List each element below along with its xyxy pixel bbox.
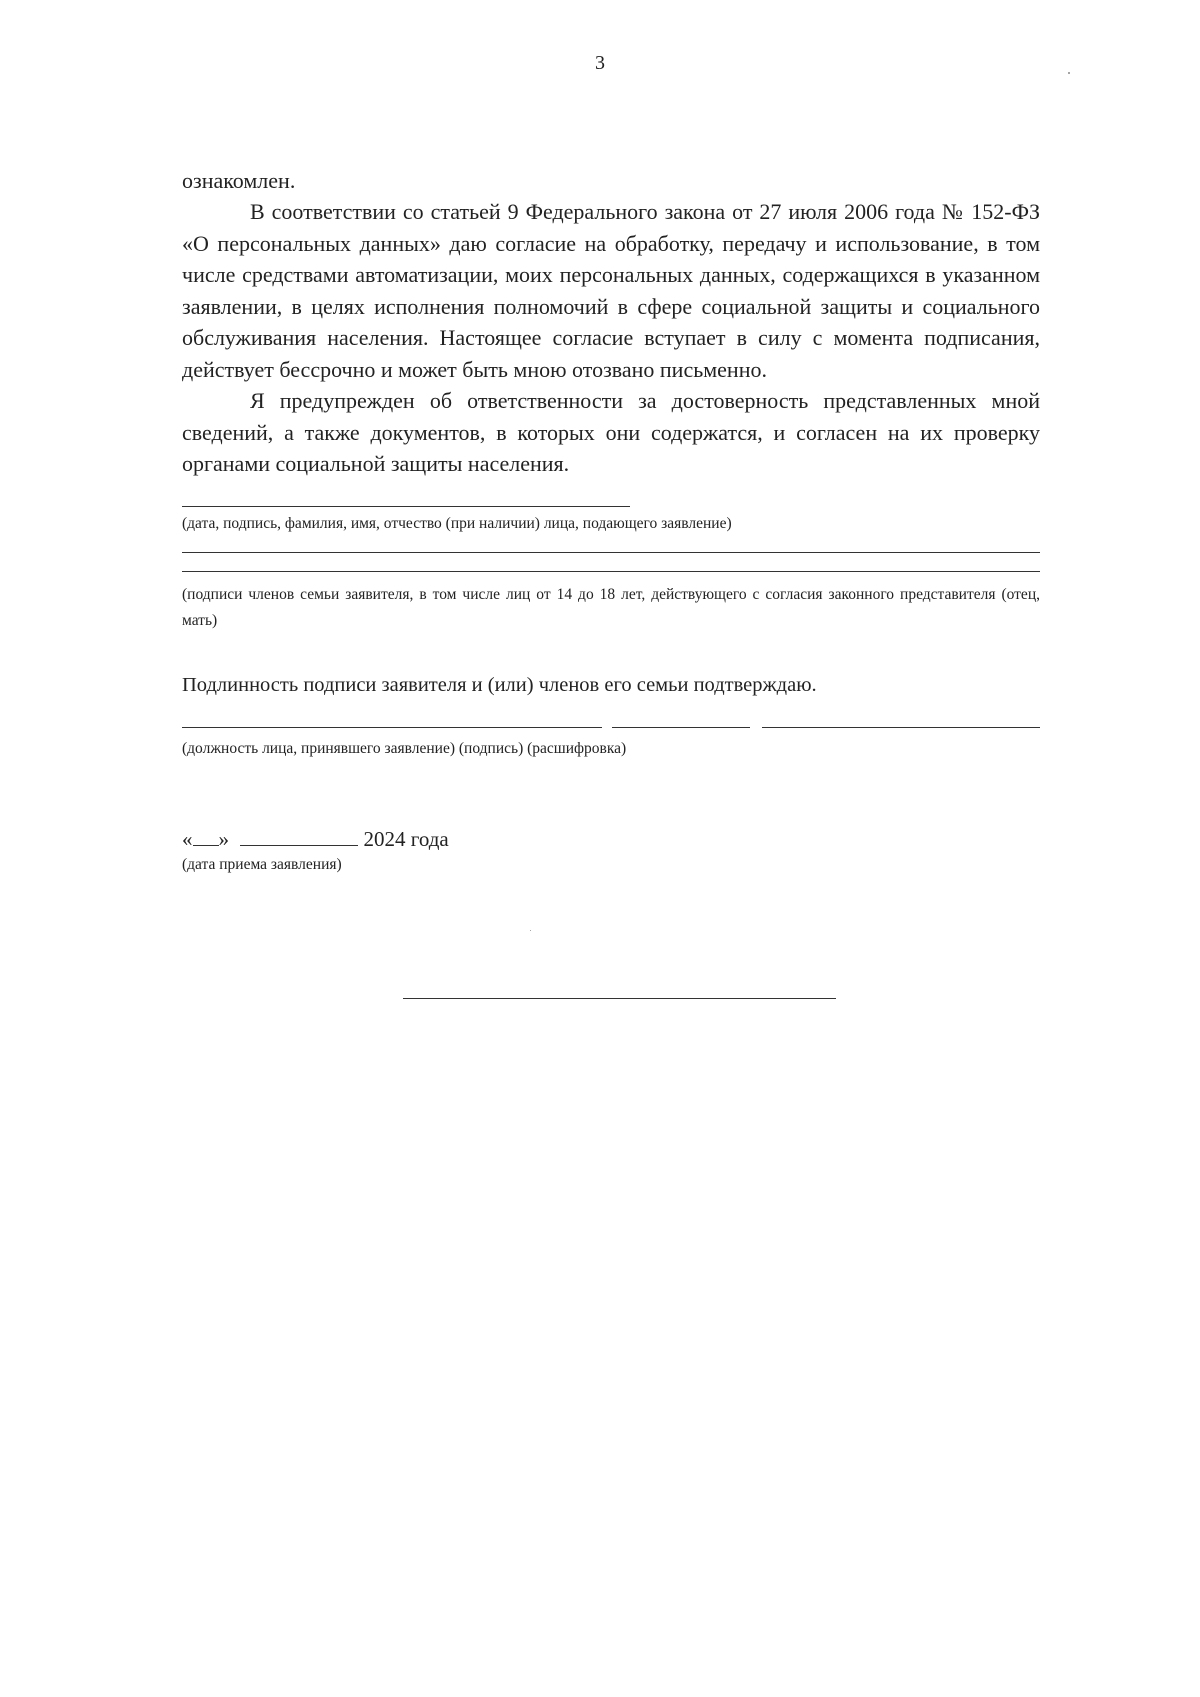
date-open-quote: « (182, 826, 193, 851)
family-signature-line-2 (182, 571, 1040, 572)
date-close-quote: » (218, 826, 229, 851)
date-row (182, 825, 1040, 853)
family-signatures-caption: (подписи членов семьи заявителя, в том числе лиц от 14 до 18 лет, действующего с согласия законного представителя (отец, мать) (182, 585, 1040, 629)
family-signature-line-1 (182, 552, 1040, 553)
scan-speck (530, 930, 531, 931)
official-signature-lines (182, 727, 1040, 729)
signature-confirmation-text: Подлинность подписи заявителя и (или) членов его семьи подтверждаю. (182, 673, 817, 696)
responsibility-paragraph: Я предупрежден об ответственности за достоверность представленных мной сведений, а также документов, в которых они содержатся, и согласен на их проверку органами социальной защиты населения. (182, 388, 1040, 476)
date-caption: (дата приема заявления) (182, 855, 342, 873)
continuation-text: ознакомлен. (182, 168, 296, 193)
consent-paragraph: В соответствии со статьей 9 Федерального закона от 27 июля 2006 года № 152-ФЗ «О персональных данных» даю согласие на обработку, передачу и использование, в том числе средствами автоматизации, моих персональных данных, содержащихся в указанном заявлении, в целях исполнения полномочий в сфере социальной защиты и социального обслуживания населения. Настоящее согласие вступает в силу с момента подписания, действует бессрочно и может быть мною отозвано письменно. (182, 199, 1040, 382)
end-of-document-line (403, 998, 836, 999)
document-body (182, 166, 1040, 877)
month-blank (240, 827, 358, 846)
page-number: 3 (595, 52, 605, 74)
official-signature-line (612, 727, 750, 728)
official-caption: (должность лица, принявшего заявление) (подпись) (расшифровка) (182, 739, 627, 757)
official-name-line (762, 727, 1040, 728)
date-year-text: 2024 года (363, 826, 449, 851)
scan-speck (1068, 72, 1070, 74)
applicant-signature-line (182, 506, 630, 507)
day-blank (193, 827, 219, 846)
official-position-line (182, 727, 602, 728)
applicant-signature-caption: (дата, подпись, фамилия, имя, отчество (при наличии) лица, подающего заявление) (182, 514, 732, 532)
